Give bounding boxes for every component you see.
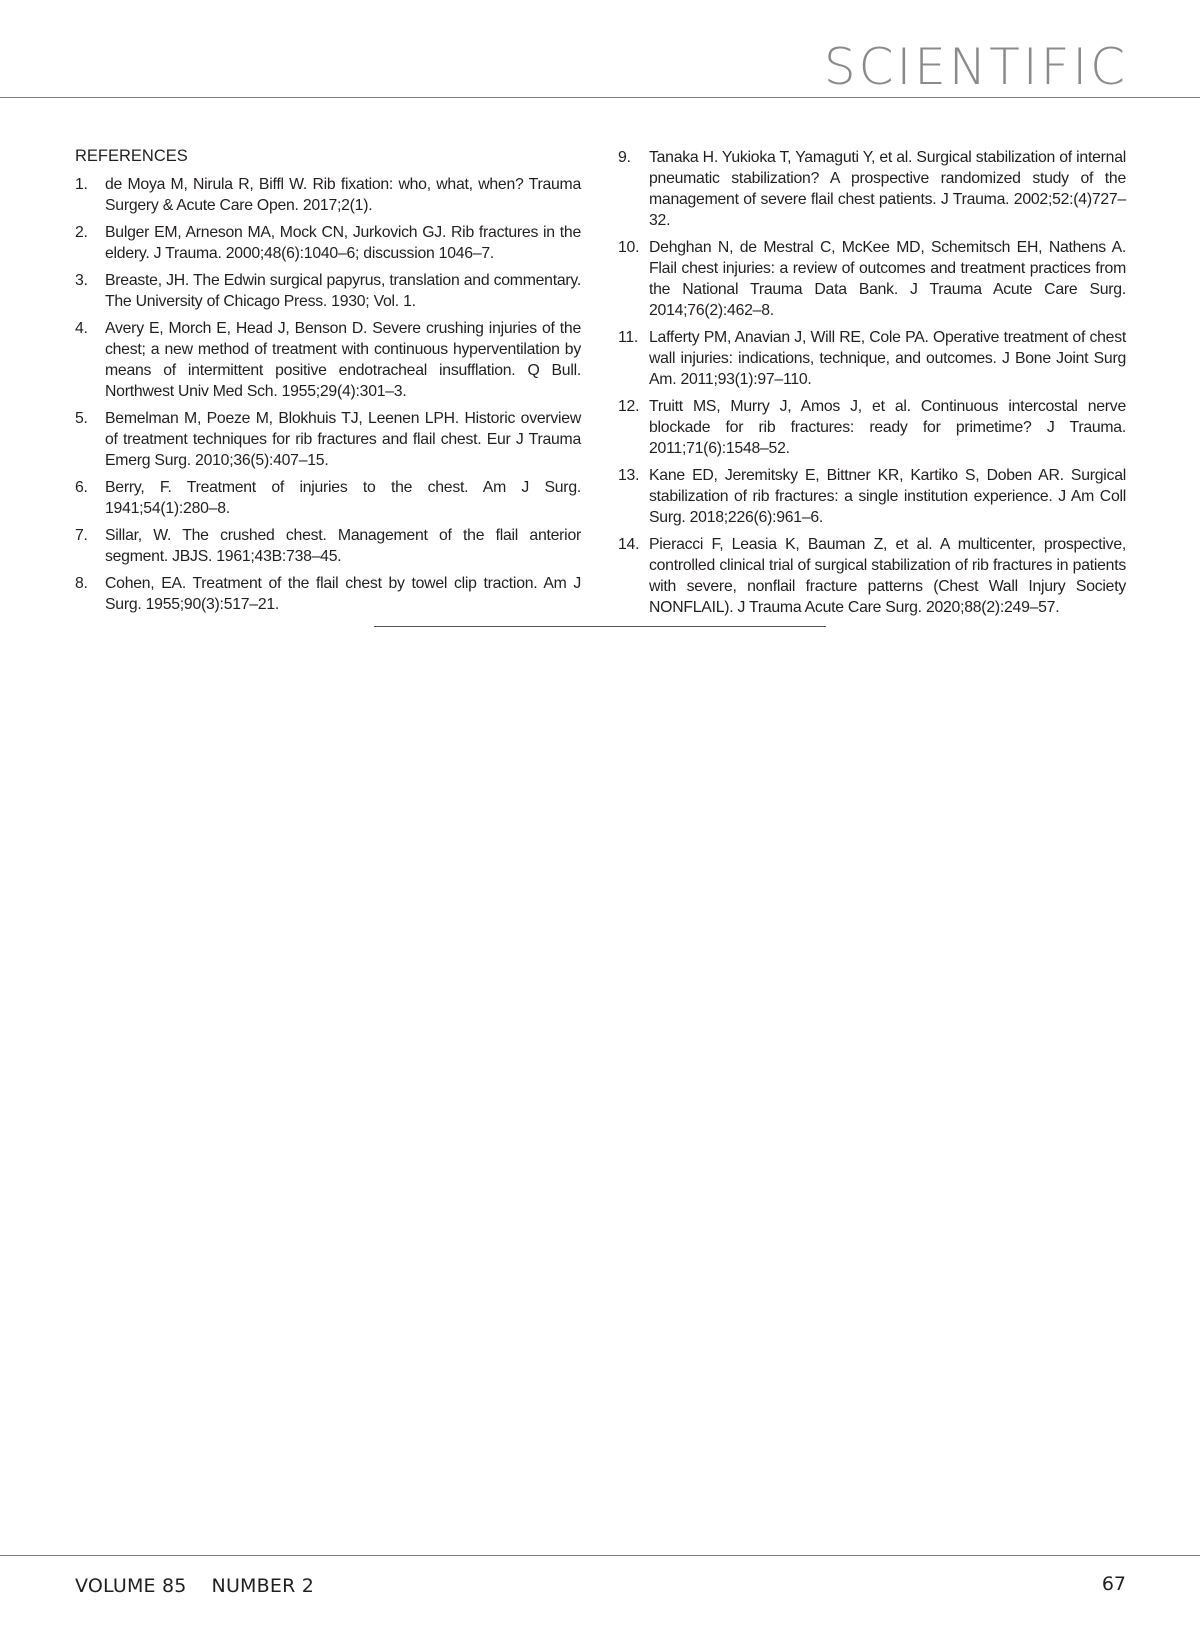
header-rule <box>0 97 1200 98</box>
reference-item <box>75 477 581 519</box>
reference-text: Pieracci F, Leasia K, Bauman Z, et al. A multicenter, prospective, controlled clinical trial of surgical stabilization of rib fractures in patients with severe, nonflail fracture patterns (Chest Wall Injury Society NONFLAIL). J Trauma Acute Care Surg. 2020;88(2):249–57. <box>649 536 1126 616</box>
reference-number: 5. <box>75 409 88 427</box>
reference-item <box>618 534 1126 618</box>
reference-number: 7. <box>75 526 88 544</box>
references-list-left <box>75 174 581 615</box>
reference-text: Lafferty PM, Anavian J, Will RE, Cole PA. Operative treatment of chest wall injuries: indications, technique, and outcomes. J Bone Joint Surg Am. 2011;93(1):97–110. <box>649 329 1126 388</box>
references-heading: REFERENCES <box>75 147 188 165</box>
reference-text: Avery E, Morch E, Head J, Benson D. Severe crushing injuries of the chest; a new method of treatment with continuous hyperventilation by means of intermittent positive endotracheal insufflation. Q Bull. Northwest Univ Med Sch. 1955;29(4):301–3. <box>105 319 581 400</box>
reference-text: Cohen, EA. Treatment of the flail chest by towel clip traction. Am J Surg. 1955;90(3):517–21. <box>105 574 581 613</box>
reference-item <box>75 222 581 264</box>
reference-number: 9. <box>618 149 631 166</box>
section-end-rule <box>374 626 826 627</box>
reference-item <box>75 318 581 402</box>
section-title: SCIENTIFIC <box>823 38 1128 96</box>
reference-number: 12. <box>618 398 640 415</box>
reference-item <box>618 147 1126 231</box>
reference-text: Sillar, W. The crushed chest. Management of the flail anterior segment. JBJS. 1961;43B:738–45. <box>105 526 581 565</box>
references-right-column <box>618 147 1126 624</box>
reference-number: 4. <box>75 319 88 337</box>
reference-item <box>618 396 1126 459</box>
reference-text: Breaste, JH. The Edwin surgical papyrus, translation and commentary. The University of Chicago Press. 1930; Vol. 1. <box>105 271 581 310</box>
reference-text: Berry, F. Treatment of injuries to the chest. Am J Surg. 1941;54(1):280–8. <box>105 478 581 517</box>
reference-number: 6. <box>75 478 88 496</box>
reference-text: Bulger EM, Arneson MA, Mock CN, Jurkovich GJ. Rib fractures in the eldery. J Trauma. 2000;48(6):1040–6; discussion 1046–7. <box>105 223 581 262</box>
reference-number: 8. <box>75 574 88 592</box>
references-left-column <box>75 147 581 621</box>
reference-item <box>618 465 1126 528</box>
footer-rule <box>0 1555 1200 1556</box>
reference-number: 14. <box>618 536 640 553</box>
reference-item <box>75 174 581 216</box>
reference-text: Tanaka H. Yukioka T, Yamaguti Y, et al. Surgical stabilization of internal pneumatic stabilization? A prospective randomized study of the management of severe flail chest patients. J Trauma. 2002;52:(4)727–32. <box>649 149 1126 229</box>
references-list-right <box>618 147 1126 618</box>
reference-item <box>75 525 581 567</box>
reference-number: 10. <box>618 239 640 256</box>
reference-text: Bemelman M, Poeze M, Blokhuis TJ, Leenen LPH. Historic overview of treatment techniques for rib fractures and flail chest. Eur J Trauma Emerg Surg. 2010;36(5):407–15. <box>105 409 581 469</box>
reference-item <box>618 237 1126 321</box>
reference-item <box>75 270 581 312</box>
reference-number: 3. <box>75 271 88 289</box>
reference-number: 2. <box>75 223 88 241</box>
page-number: 67 <box>1101 1573 1126 1595</box>
reference-item <box>75 408 581 471</box>
reference-number: 11. <box>618 329 639 346</box>
reference-item <box>618 327 1126 390</box>
reference-number: 1. <box>75 175 88 193</box>
reference-text: de Moya M, Nirula R, Biffl W. Rib fixation: who, what, when? Trauma Surgery & Acute Care Open. 2017;2(1). <box>105 175 581 214</box>
footer-journal-issue: VOLUME 85 NUMBER 2 <box>75 1575 315 1597</box>
reference-text: Kane ED, Jeremitsky E, Bittner KR, Kartiko S, Doben AR. Surgical stabilization of rib fractures: a single institution experience. J Am Coll Surg. 2018;226(6):961–6. <box>649 467 1126 526</box>
reference-number: 13. <box>618 467 640 484</box>
reference-text: Dehghan N, de Mestral C, McKee MD, Schemitsch EH, Nathens A. Flail chest injuries: a review of outcomes and treatment practices from the National Trauma Data Bank. J Trauma Acute Care Surg. 2014;76(2):462–8. <box>649 239 1126 319</box>
reference-text: Truitt MS, Murry J, Amos J, et al. Continuous intercostal nerve blockade for rib fractures: ready for primetime? J Trauma. 2011;71(6):1548–52. <box>649 398 1126 457</box>
reference-item <box>75 573 581 615</box>
